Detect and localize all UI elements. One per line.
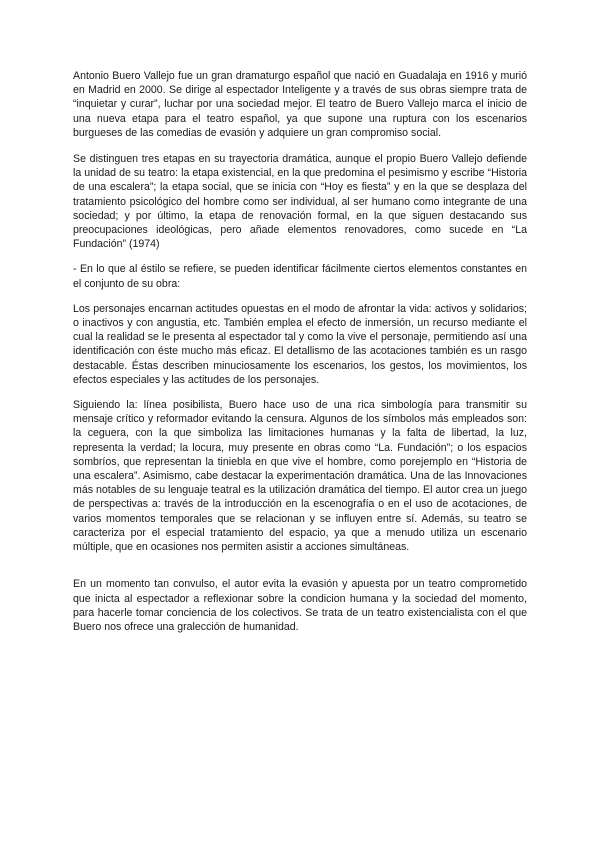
paragraph-style-intro: - En lo que al éstilo se refiere, se pueden identificar fácilmente ciertos elementos constantes en el conjunto de su obra:	[73, 263, 527, 290]
paragraph-conclusion: En un momento tan convulso, el autor evita la evasión y apuesta por un teatro comprometido que inicta al espectador a reflexionar sobre la condicion humana y la sociedad del momento, para hacerle tomar conciencia de los colectivos. Se trata de un teatro existencialista con el que Buero nos ofrece una gralección de humanidad.	[73, 578, 527, 633]
paragraph-symbolism: Siguiendo la: línea posibilista, Buero hace uso de una rica simbología para transmitir su mensaje crítico y reformador evitando la censura. Algunos de los símbolos más empleados son: la ceguera, con la que simboliza las limitaciones humanas y la falta de libertad, la luz, representa la verdad; la locura, muy presente en obras como “La. Fundación”; o los espacios sombríos, que representan la tiniebla en que vive el hombre, como porejemplo en “Historia de una escalera”. Asimismo, cabe destacar la experimentación dramática. Una de las Innovaciones más notables de su lenguaje teatral es la utilización dramática del tiempo. El autor crea un juego de perspectivas a: través de la introducción en la escenografía o en el uso de acotaciones, de varios momentos temporales que se relacionan y se influyen entre sí. Además, su teatro se caracteriza por el especial tratamiento del espacio, ya que a menudo utiliza un escenario múltiple, que en ocasiones nos permiten asistir a acciones simultáneas.	[73, 399, 527, 554]
document-page	[73, 69, 527, 634]
paragraph-characters: Los personajes encarnan actitudes opuestas en el modo de afrontar la vida: activos y solidarios; o inactivos y con angustia, etc. También emplea el efecto de inmersión, un recurso mediante el cual la realidad se le presenta al espectador tal y como la vive el personaje, permitiendo así una identificación con éste mucho más eficaz. El detallismo de las acotaciones también es un rasgo destacable. Éstas describen minuciosamente los escenarios, los gestos, los movimientos, los efectos especiales y las actitudes de los personajes.	[73, 302, 527, 386]
paragraph-stages: Se distinguen tres etapas en su trayectoria dramática, aunque el propio Buero Vallejo defiende la unidad de su teatro: la etapa existencial, en la que predomina el pesimismo y escribe “Historia de una escalera”; la etapa social, que se inicia con “Hoy es fiesta” y en la que se desplaza del tratamiento psicológico del hombre como ser individual, al ser humano como integrante de una sociedad; y por último, la etapa de renovación formal, en la que siguen destacando sus preocupaciones ideológicas, pero añade elementos renovadores, como sucede en “La Fundación” (1974)	[73, 153, 527, 251]
paragraph-introduction: Antonio Buero Vallejo fue un gran dramaturgo español que nació en Guadalaja en 1916 y murió en Madrid en 2000. Se dirige al espectador Inteligente y a través de sus obras siempre trata de “inquietar y curar”, luchar por una sociedad mejor. El teatro de Buero Vallejo marca el inicio de una nueva etapa para el teatro español, ya que supone una ruptura con los escenarios burgueses de las comedias de evasión y adquiere un gran compromiso social.	[73, 70, 527, 139]
